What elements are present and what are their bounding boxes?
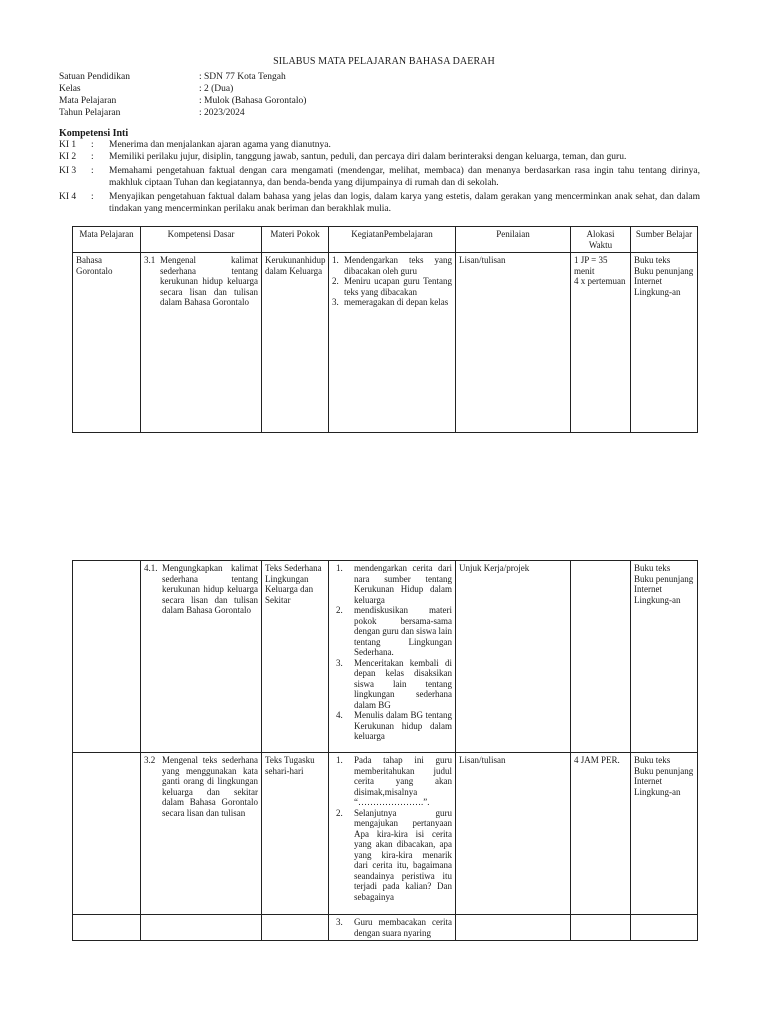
- cell-materi: Teks Sederhana Lingkungan Keluarga dan Sekitar: [262, 561, 329, 753]
- ki-code: KI 2: [59, 151, 77, 162]
- identity-key: Mata Pelajaran: [59, 96, 117, 106]
- identity-key: Satuan Pendidikan: [59, 72, 130, 82]
- syllabus-table-2: [72, 560, 698, 941]
- cell-kd: [141, 561, 262, 753]
- cell-penilaian: Unjuk Kerja/projek: [456, 561, 571, 753]
- identity-value: : Mulok (Bahasa Gorontalo): [199, 96, 307, 106]
- cell-alokasi: [571, 915, 631, 941]
- list-item: 2. mendiskusikan materi pokok bersama-sama dengan guru dan siswa lain tentang Lingkungan Sederhana.: [336, 605, 452, 657]
- ki-text: Menyajikan pengetahuan faktual dalam bahasa yang jelas dan logis, dalam karya yang estetis, dalam gerakan yang mencerminkan anak sehat, dan dalam tindakan yang mencerminkan perilaku anak beriman dan berakhlak mulia.: [109, 192, 700, 214]
- cell-mapel: [73, 753, 141, 915]
- kd-text: Mengenal teks sederhana yang menggunakan kata ganti orang di lingkungan keluarga dan sekitar dalam Bahasa Gorontalo secara lisan dan tulisan: [162, 755, 258, 818]
- syllabus-table-1: [72, 226, 698, 433]
- cell-kd: [141, 915, 262, 941]
- cell-kegiatan: [329, 915, 456, 941]
- header-mapel: Mata Pelajaran: [73, 227, 141, 253]
- header-alokasi: Alokasi Waktu: [571, 227, 631, 253]
- cell-penilaian: Lisan/tulisan: [456, 253, 571, 433]
- cell-penilaian: [456, 915, 571, 941]
- cell-kd: [141, 753, 262, 915]
- ki-item: [59, 166, 700, 189]
- header-sumber: Sumber Belajar: [631, 227, 698, 253]
- cell-mapel: Bahasa Gorontalo: [73, 253, 141, 433]
- ki-item: [59, 140, 700, 152]
- cell-penilaian: Lisan/tulisan: [456, 753, 571, 915]
- ki-list: [59, 140, 700, 215]
- cell-materi: Teks Tugasku sehari-hari: [262, 753, 329, 915]
- kd-number: 3.1: [144, 255, 156, 265]
- cell-materi: Kerukunanhidup dalam Keluarga: [262, 253, 329, 433]
- cell-mapel: [73, 561, 141, 753]
- cell-sumber: [631, 915, 698, 941]
- ki-colon: :: [91, 151, 94, 162]
- list-item: 3. memeragakan di depan kelas: [332, 297, 449, 307]
- kd-text: Mengenal kalimat sederhana tentang kerukunan hidup keluarga secara lisan dan tulisan dalam Bahasa Gorontalo: [160, 255, 258, 307]
- cell-materi: [262, 915, 329, 941]
- ki-text: Memiliki perilaku jujur, disiplin, tanggung jawab, santun, peduli, dan percaya diri dalam berinteraksi dengan keluarga, teman, dan guru.: [109, 151, 627, 162]
- table-header-row: [73, 227, 698, 253]
- cell-sumber: Buku teks Buku penunjang Internet Lingkung-an: [631, 753, 698, 915]
- list-item: 2. Selanjutnya guru mengajukan pertanyaan Apa kira-kira isi cerita yang akan dibacakan, apa yang kira-kira menarik dari cerita itu, bagaimana seandainya peristiwa itu terjadi pada kalian? Dan sebagainya: [336, 807, 452, 902]
- ki-text: Menerima dan menjalankan ajaran agama yang dianutnya.: [109, 140, 331, 150]
- ki-heading: Kompetensi Inti: [59, 128, 129, 139]
- kegiatan-list: [332, 917, 452, 938]
- table-row: [73, 253, 698, 433]
- ki-code: KI 4: [59, 192, 77, 202]
- identity-value: : SDN 77 Kota Tengah: [199, 72, 286, 82]
- ki-text: Memahami pengetahuan faktual dengan cara mengamati (mendengar, melihat, membaca) dan menanya berdasarkan rasa ingin tahu tentang dirinya, makhluk ciptaan Tuhan dan kegiatannya, dan benda-benda yang dijumpainya di rumah dan di sekolah.: [109, 166, 700, 188]
- cell-kegiatan: [329, 753, 456, 915]
- ki-code: KI 3: [59, 166, 77, 176]
- cell-alokasi: [571, 561, 631, 753]
- cell-sumber: Buku teks Buku penunjang Internet Lingkung-an: [631, 253, 698, 433]
- header-kd: Kompetensi Dasar: [141, 227, 262, 253]
- cell-kegiatan: [329, 253, 456, 433]
- list-item: 1. mendengarkan cerita dari nara sumber tentang Kerukunan Hidup dalam keluarga: [336, 563, 452, 605]
- list-item: 4. Menulis dalam BG tentang Kerukunan hidup dalam keluarga: [336, 710, 452, 741]
- header-kegiatan: KegiatanPembelajaran: [329, 227, 456, 253]
- identity-value: : 2 (Dua): [199, 84, 234, 94]
- document-title: SILABUS MATA PELAJARAN BAHASA DAERAH: [273, 56, 495, 67]
- identity-row-kelas: [59, 83, 306, 95]
- list-item: 3. Guru membacakan cerita dengan suara nyaring: [336, 917, 452, 938]
- table-row: [73, 915, 698, 941]
- ki-code: KI 1: [59, 140, 77, 150]
- cell-alokasi: 1 JP = 35 menit 4 x pertemuan: [571, 253, 631, 433]
- identity-block: [59, 71, 306, 119]
- ki-colon: :: [91, 140, 94, 150]
- kd-number: 4.1.: [144, 563, 158, 573]
- table-row: [73, 561, 698, 753]
- identity-value: : 2023/2024: [199, 108, 245, 118]
- cell-kegiatan: [329, 561, 456, 753]
- identity-row-satuan: [59, 71, 306, 83]
- list-item: 1. Mendengarkan teks yang dibacakan oleh guru: [332, 255, 452, 276]
- kd-number: 3.2: [144, 755, 156, 765]
- identity-key: Kelas: [59, 84, 81, 94]
- kegiatan-list: [332, 255, 452, 308]
- cell-kd: [141, 253, 262, 433]
- kegiatan-list: [332, 563, 452, 742]
- ki-colon: :: [91, 192, 94, 202]
- table-row: [73, 753, 698, 915]
- cell-mapel: [73, 915, 141, 941]
- cell-alokasi: 4 JAM PER.: [571, 753, 631, 915]
- kegiatan-list: [332, 755, 452, 902]
- kd-text: Mengungkapkan kalimat sederhana tentang kerukunan hidup keluarga secara lisan dan tulisan dalam Bahasa Gorontalo: [162, 563, 258, 615]
- ki-item: [59, 192, 700, 215]
- list-item: 3. Menceritakan kembali di depan kelas disaksikan siswa lain tentang lingkungan sederhana dalam BG: [336, 657, 452, 710]
- header-penilaian: Penilaian: [456, 227, 571, 253]
- identity-key: Tahun Pelajaran: [59, 108, 121, 118]
- ki-item: [59, 152, 700, 164]
- list-item: 1. Pada tahap ini guru memberitahukan judul cerita yang akan disimak,misalnya “………………….”.: [336, 755, 452, 807]
- header-materi: Materi Pokok: [262, 227, 329, 253]
- identity-row-tahun: [59, 107, 306, 119]
- list-item: 2. Meniru ucapan guru Tentang teks yang dibacakan: [332, 276, 452, 297]
- cell-sumber: Buku teks Buku penunjang Internet Lingkung-an: [631, 561, 698, 753]
- identity-row-mapel: [59, 95, 306, 107]
- ki-colon: :: [91, 166, 94, 176]
